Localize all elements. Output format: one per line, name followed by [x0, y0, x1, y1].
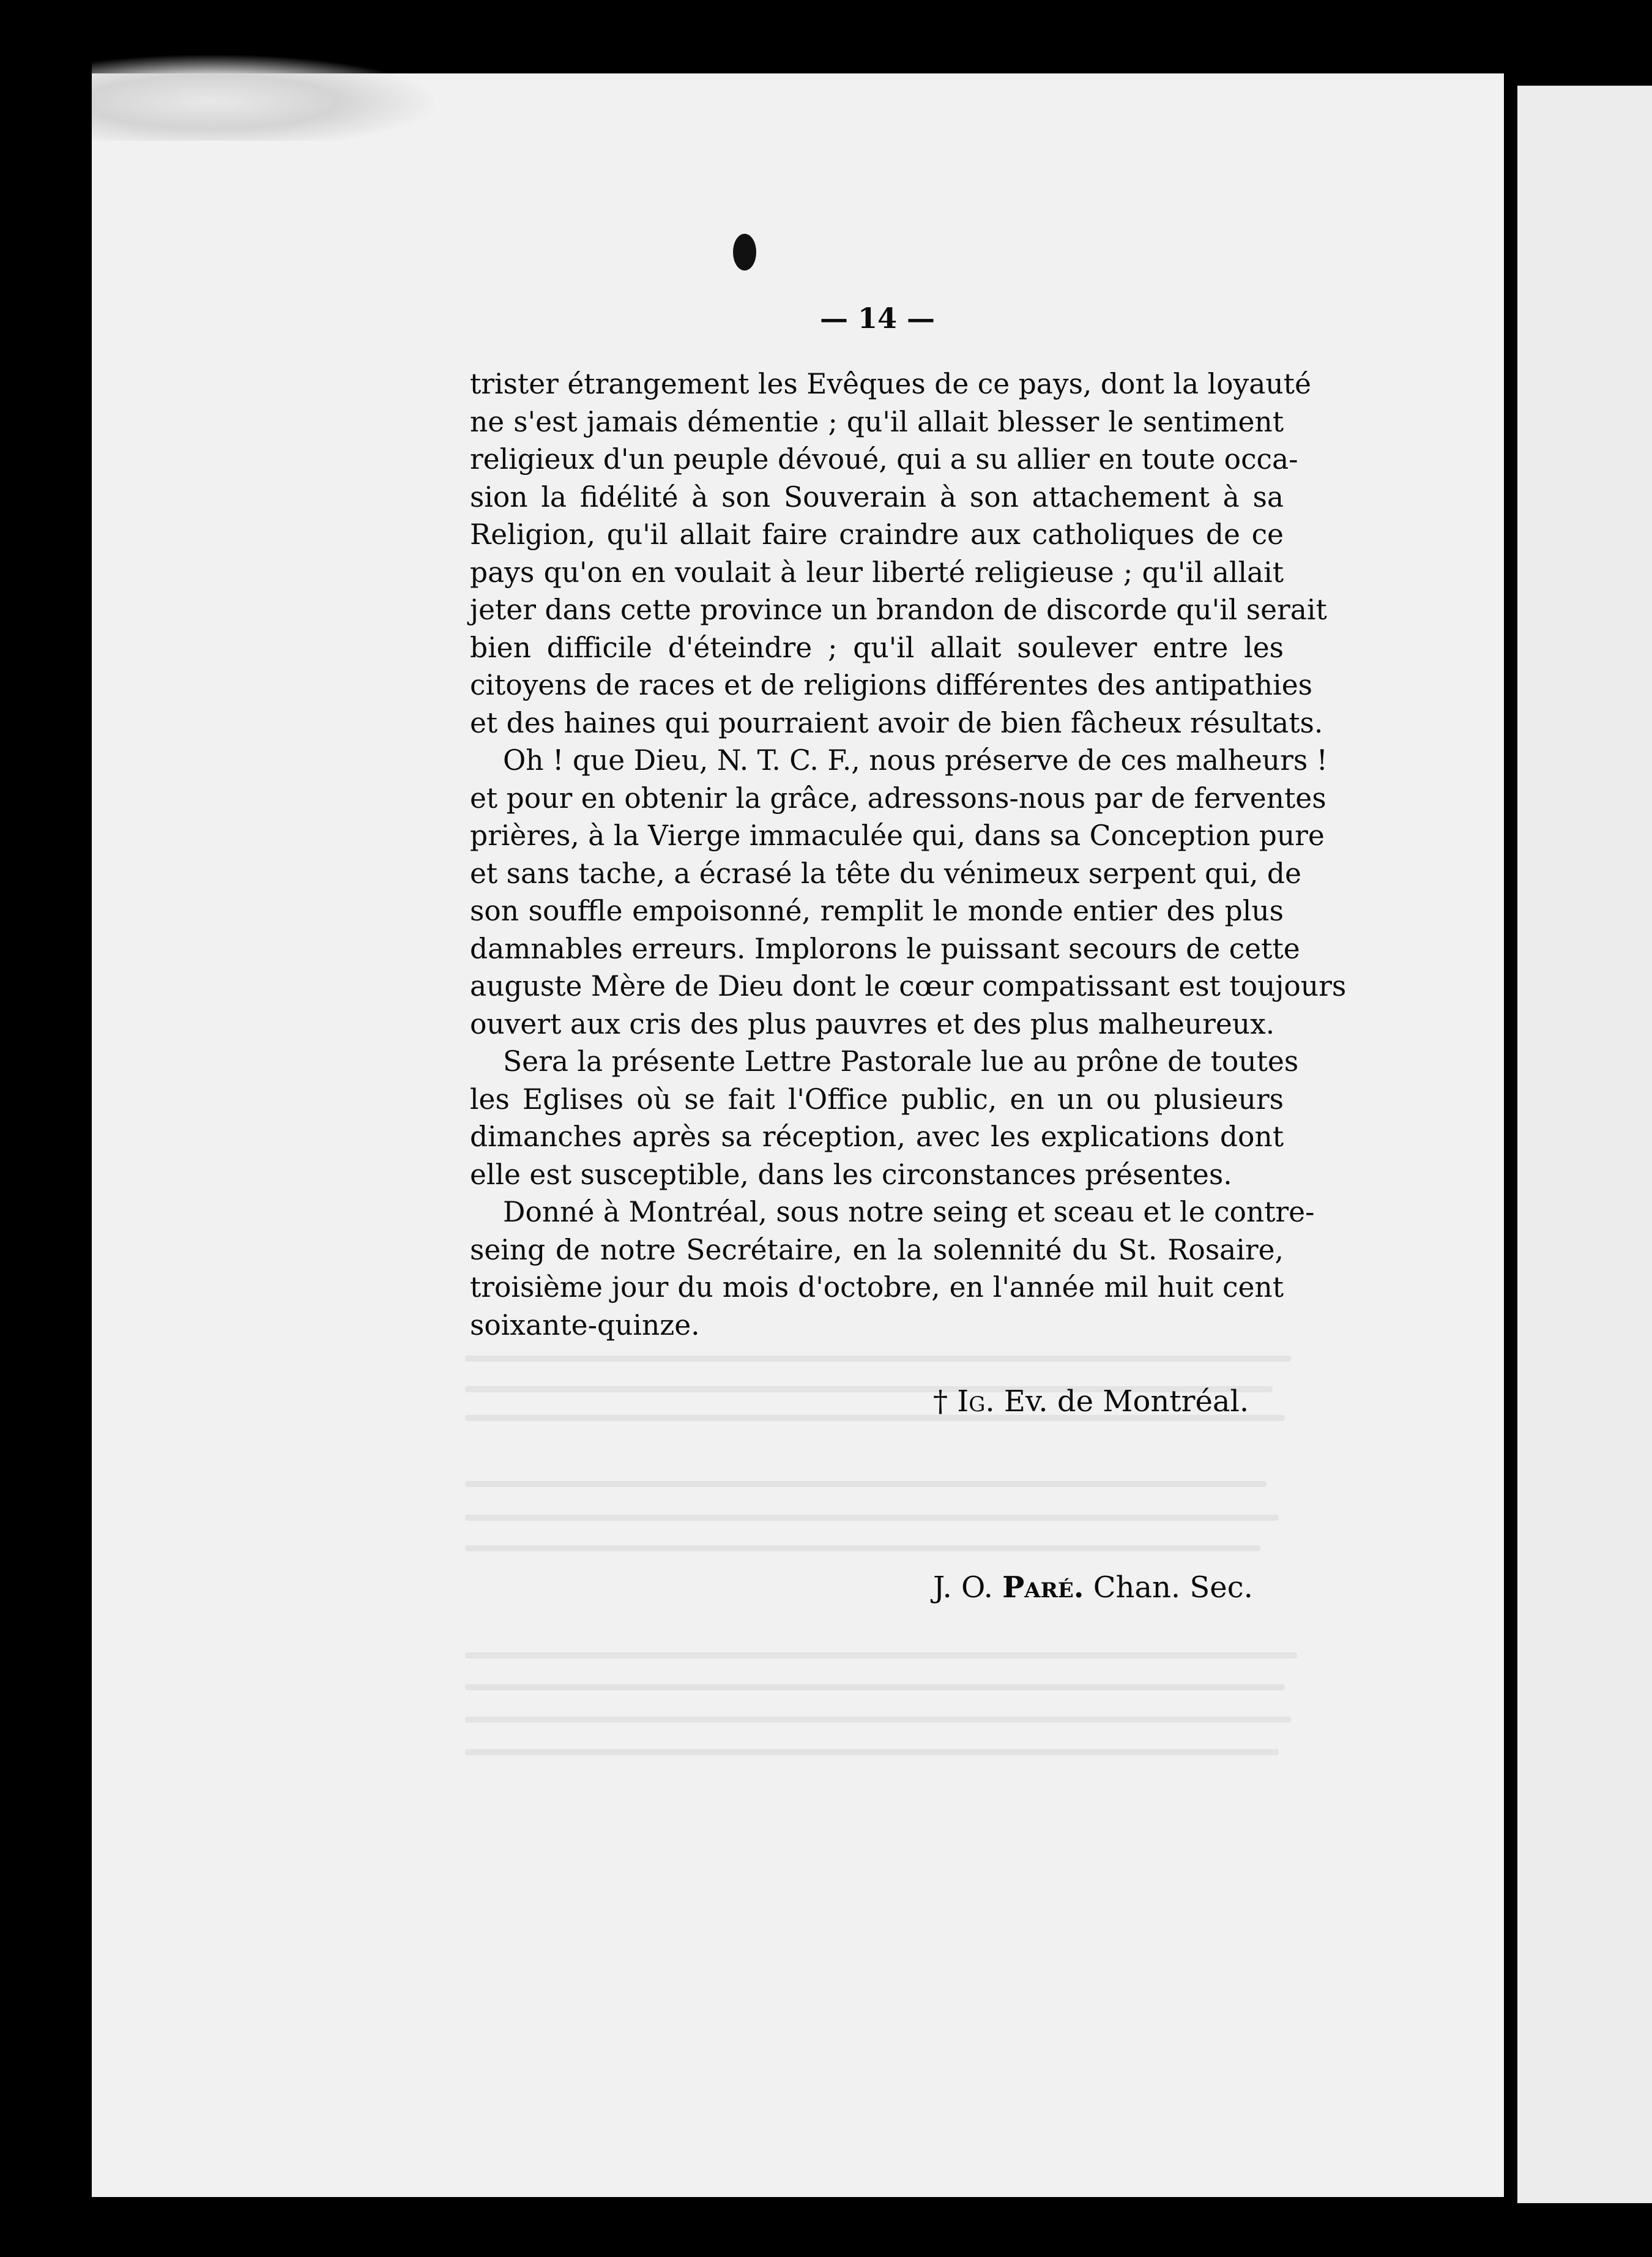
text-line: seing de notre Secrétaire, en la solennité du St. Rosaire, [470, 1233, 1284, 1266]
secretary-title: Chan. Sec. [1093, 1570, 1253, 1605]
text-line: pays qu'on en voulait à leur liberté religieuse ; qu'il allait [470, 556, 1284, 589]
text-line: soixante-quinze. [470, 1308, 700, 1341]
body-text [470, 365, 1347, 1344]
text-line: damnables erreurs. Implorons le puissant secours de cette [470, 932, 1300, 965]
bishop-signature [933, 1384, 1249, 1419]
page-number: — 14 — [820, 302, 936, 335]
bishop-name-abbrev: Ig. [957, 1384, 995, 1419]
bishop-title: Ev. de Montréal. [1003, 1384, 1249, 1419]
text-line: elle est susceptible, dans les circonstances présentes. [470, 1158, 1232, 1191]
paragraph [470, 1043, 1299, 1193]
secretary-surname: Paré. [1002, 1570, 1084, 1605]
text-line: prières, à la Vierge immaculée qui, dans sa Conception pure [470, 819, 1325, 852]
text-line: et sans tache, a écrasé la tête du vénimeux serpent qui, de [470, 857, 1301, 890]
text-line: ouvert aux cris des plus pauvres et des plus malheureux. [470, 1007, 1275, 1040]
text-line: trister étrangement les Evêques de ce pays, dont la loyauté [470, 368, 1311, 400]
text-line: bien difficile d'éteindre ; qu'il allait soulever entre les [470, 631, 1284, 664]
ink-blot [733, 234, 756, 270]
text-line: sion la fidélité à son Souverain à son attachement à sa [470, 480, 1284, 513]
text-line: citoyens de races et de religions différentes des antipathies [470, 669, 1312, 701]
text-line: les Eglises où se fait l'Office public, en un ou plusieurs [470, 1083, 1284, 1116]
paper-tear-mark [92, 55, 434, 141]
paragraph [470, 1193, 1315, 1344]
cross-mark: † [933, 1384, 948, 1419]
text-line: dimanches après sa réception, avec les explications dont [470, 1121, 1284, 1153]
text-line: troisième jour du mois d'octobre, en l'année mil huit cent [470, 1271, 1284, 1304]
secretary-signature [933, 1570, 1253, 1605]
text-line: Donné à Montréal, sous notre seing et sceau et le contre- [503, 1196, 1315, 1228]
text-line: religieux d'un peuple dévoué, qui a su allier en toute occa- [470, 443, 1298, 476]
text-line: son souffle empoisonné, remplit le monde entier des plus [470, 895, 1284, 927]
secretary-initials: J. O. [933, 1570, 993, 1605]
text-line: auguste Mère de Dieu dont le cœur compatissant est toujours [470, 970, 1347, 1002]
text-line: Sera la présente Lettre Pastorale lue au prône de toutes [503, 1045, 1299, 1078]
text-line: Religion, qu'il allait faire craindre aux catholiques de ce [470, 518, 1284, 551]
paragraph [470, 365, 1327, 742]
paragraph [470, 742, 1347, 1043]
text-line: Oh ! que Dieu, N. T. C. F., nous préserve de ces malheurs ! [503, 744, 1328, 777]
text-line: jeter dans cette province un brandon de discorde qu'il serait [470, 594, 1327, 626]
text-line: et pour en obtenir la grâce, adressons-nous par de ferventes [470, 782, 1326, 815]
adjacent-page-edge [1517, 86, 1652, 2203]
text-line: ne s'est jamais démentie ; qu'il allait blesser le sentiment [470, 405, 1284, 438]
text-line: et des haines qui pourraient avoir de bien fâcheux résultats. [470, 706, 1323, 739]
